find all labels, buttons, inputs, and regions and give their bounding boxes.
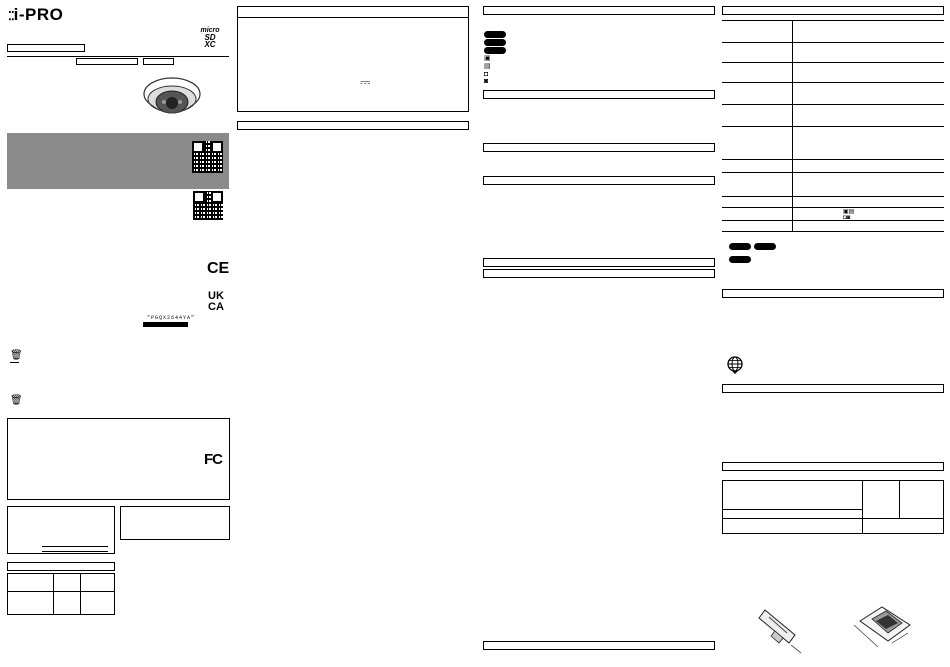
table-col [80, 573, 81, 615]
record-line [42, 551, 108, 552]
brand-logo: ⁚⁚i-PRO [8, 5, 64, 24]
spec-row [722, 172, 944, 173]
section-header [722, 384, 944, 393]
compat-row [722, 509, 862, 510]
model-box-2 [143, 58, 174, 65]
section-header [483, 641, 715, 650]
table-col [53, 573, 54, 615]
spec-row [722, 82, 944, 83]
weee-underline [10, 362, 19, 363]
logo-dots-icon: ⁚⁚ [8, 9, 14, 23]
compat-table [722, 480, 944, 534]
record-line [42, 546, 108, 547]
model-badge [484, 39, 506, 46]
mark-icon: ▣ [484, 55, 491, 62]
barcode [143, 322, 188, 327]
model-badge [754, 243, 776, 250]
power-spec-box [237, 6, 469, 112]
model-badge [484, 47, 506, 54]
compat-col [899, 480, 900, 518]
record-box-right [120, 506, 230, 540]
box-header-rule [237, 17, 469, 18]
model-box-1 [76, 58, 138, 65]
camera-module-illustration [852, 603, 912, 651]
spec-row [722, 104, 944, 105]
weee-bin-icon: 🗑 [10, 350, 23, 361]
spec-row [722, 126, 944, 127]
qr-code-icon [193, 191, 223, 220]
mark-icon: ◘ [484, 71, 489, 78]
compat-col [862, 480, 863, 534]
spec-table-small [7, 573, 115, 615]
mark-icon: ▤ [484, 63, 491, 70]
section-header [237, 121, 469, 130]
battery-bin-icon: 🗑 [10, 395, 23, 406]
section-header [483, 269, 715, 278]
table-rule [7, 591, 115, 592]
section-header [483, 143, 715, 152]
globe-icon [726, 356, 744, 374]
dc-power-symbol: ⎓ [360, 74, 371, 89]
spec-row [722, 220, 944, 221]
sd-card-insert-illustration [755, 605, 805, 655]
ce-mark-icon: CE [207, 260, 230, 277]
title-rule [7, 56, 229, 57]
section-header [722, 6, 944, 15]
section-header [483, 176, 715, 185]
spec-row [722, 159, 944, 160]
model-badge [729, 256, 751, 263]
model-badge [484, 31, 506, 38]
model-code-label: "PGQX2644YA" [147, 315, 196, 321]
section-header [483, 6, 715, 15]
title-box [7, 44, 85, 52]
section-header [722, 462, 944, 471]
mark-icon: ◘◙ [843, 215, 851, 221]
spec-row [722, 196, 944, 197]
mark-icon: ◙ [484, 78, 489, 85]
section-header [483, 258, 715, 267]
spec-row [722, 207, 944, 208]
ukca-mark-icon: UK CA [208, 290, 224, 313]
qr-code-icon [192, 141, 223, 173]
section-header [483, 90, 715, 99]
section-header [722, 289, 944, 298]
camera-dome-image [138, 72, 206, 124]
fcc-logo-icon: FC [204, 451, 222, 468]
model-badge [729, 243, 751, 250]
fcc-notice-box [7, 418, 230, 500]
spec-row [722, 42, 944, 43]
spec-row [722, 62, 944, 63]
section-header [7, 562, 115, 571]
compat-row [722, 518, 944, 519]
microsd-logo: micro SD XC [200, 27, 220, 49]
mark-icon: ▣▤ [843, 209, 855, 215]
